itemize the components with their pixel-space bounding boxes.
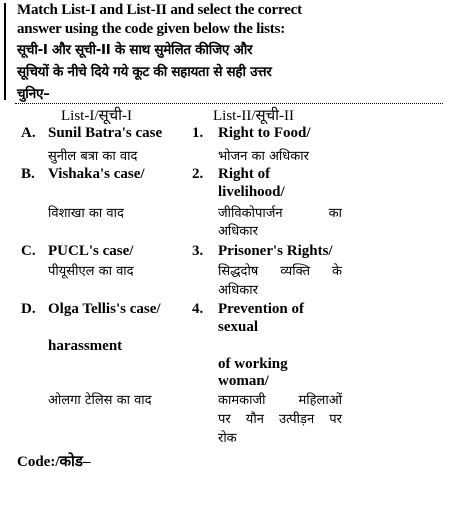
- list1-item-d-hi: ओलगा टेलिस का वाद: [48, 393, 152, 408]
- question-line-4: सूचियों के नीचे दिये गये कूट की सहायता से सही उत्तर: [17, 64, 272, 80]
- list2-header: List-II/सूची-II: [213, 108, 295, 124]
- list2-item-2-hi-line-1: [218, 203, 342, 221]
- question-left-rule: [4, 3, 6, 100]
- list2-item-2-en-1: Right of: [218, 166, 271, 182]
- list1-item-a-hi: सुनील बत्रा का वाद: [48, 149, 138, 164]
- dotted-separator: [15, 103, 443, 104]
- list2-label-3: 3.: [192, 243, 204, 259]
- list1-header: List-I/सूची-I: [61, 108, 133, 124]
- list1-label-b: B.: [21, 166, 35, 182]
- list2-item-2-hi-word: जीविकोपार्जन: [218, 206, 283, 221]
- list2-item-2-hi-line-2: अधिकार: [218, 224, 258, 239]
- list2-item-4-en-2: sexual: [218, 319, 259, 335]
- question-line-5: चुनिए–: [17, 86, 50, 102]
- list2-item-3-hi-word: के: [332, 264, 342, 279]
- code-label: Code:/कोड–: [17, 454, 91, 470]
- list1-item-c-hi: पीयूसीएल का वाद: [48, 264, 134, 279]
- list2-item-1-en: Right to Food/: [218, 125, 311, 141]
- list1-label-c: C.: [21, 243, 36, 259]
- list2-item-4-en-4: woman/: [218, 373, 269, 389]
- list2-item-4-en-3: of working: [218, 356, 288, 372]
- list1-item-a-en: Sunil Batra's case: [48, 125, 163, 141]
- list1-item-c-en: PUCL's case/: [48, 243, 134, 259]
- list2-item-3-en: Prisoner's Rights/: [218, 243, 333, 259]
- list1-item-b-hi: विशाखा का वाद: [48, 206, 124, 221]
- list1-item-d-en-2: harassment: [48, 338, 123, 354]
- list2-label-2: 2.: [192, 166, 204, 182]
- list2-item-3-hi-word: व्यक्ति: [280, 264, 311, 279]
- list2-item-4-hi-word: पर: [218, 412, 231, 427]
- list1-item-d-en: Olga Tellis's case/: [48, 301, 161, 317]
- list2-item-4-hi-word: महिलाओं: [298, 393, 342, 408]
- list2-item-3-hi-line-1: [218, 261, 342, 279]
- list2-item-4-en-1: Prevention of: [218, 301, 304, 317]
- list2-item-4-hi-word: पर: [329, 412, 342, 427]
- list1-label-a: A.: [21, 125, 36, 141]
- list1-label-d: D.: [21, 301, 36, 317]
- list2-item-4-hi-word: उत्पीड़न: [279, 412, 315, 427]
- list2-label-4: 4.: [192, 301, 204, 317]
- list2-item-4-hi-line-1: [218, 390, 342, 408]
- list2-label-1: 1.: [192, 125, 204, 141]
- list2-item-2-hi-word: का: [328, 206, 342, 221]
- list2-item-4-hi-word: यौन: [245, 412, 264, 427]
- question-line-2: answer using the code given below the lists:: [17, 21, 286, 37]
- question-line-3: सूची-I और सूची-II के साथ सुमेलित कीजिए और: [17, 42, 253, 58]
- list2-item-4-hi-line-3: रोक: [218, 431, 237, 446]
- list2-item-4-hi-line-2: [218, 409, 342, 427]
- list2-item-3-hi-line-2: अधिकार: [218, 283, 258, 298]
- list2-item-1-hi: भोजन का अधिकार: [218, 149, 309, 164]
- question-line-1: Match List-I and List-II and select the correct: [17, 2, 302, 18]
- list2-item-4-hi-word: कामकाजी: [218, 393, 266, 408]
- list2-item-3-hi-word: सिद्धदोष: [218, 264, 259, 279]
- list1-item-b-en: Vishaka's case/: [48, 166, 145, 182]
- list2-item-2-en-2: livelihood/: [218, 184, 285, 200]
